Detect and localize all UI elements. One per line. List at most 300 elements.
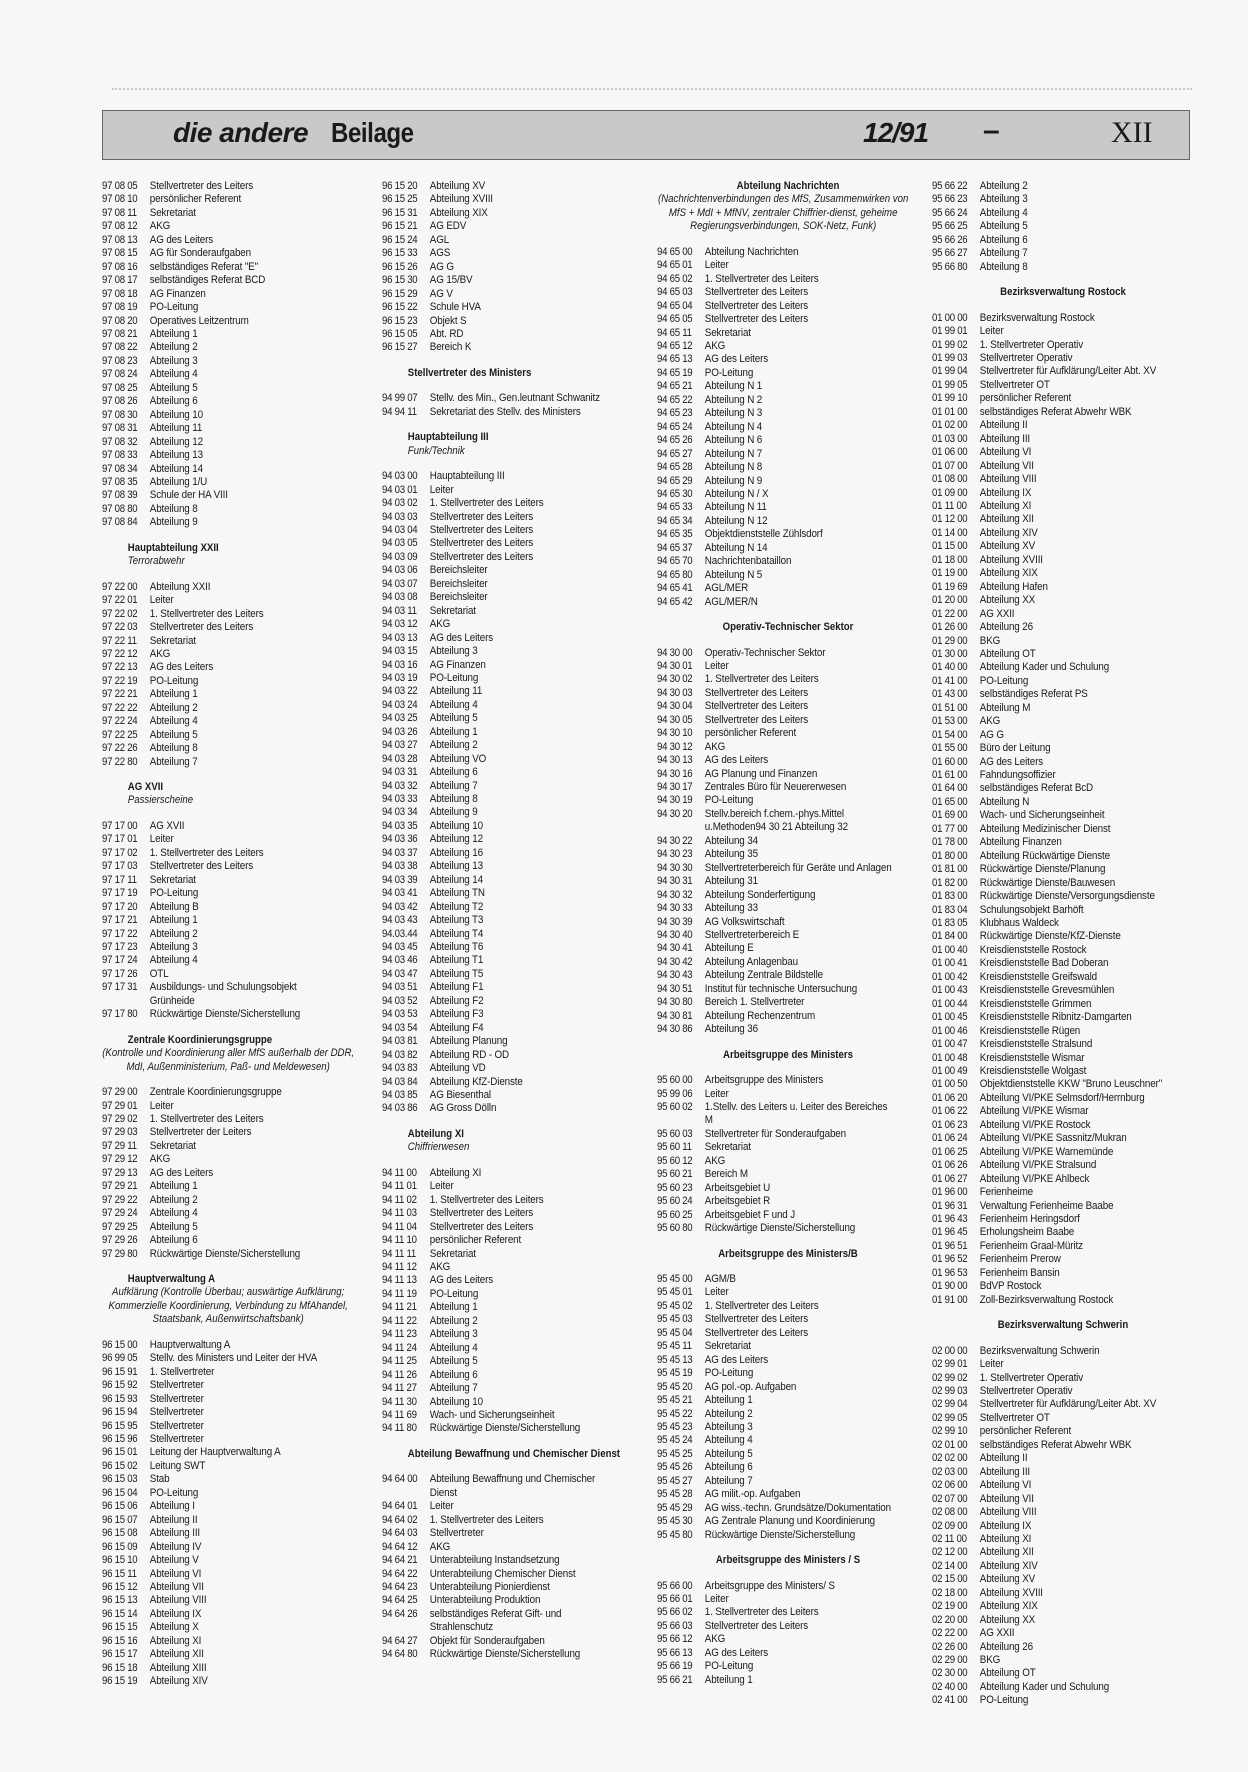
entry-code: 01 00 43 — [932, 984, 968, 997]
directory-entry — [382, 901, 644, 914]
entry-code: 97 17 23 — [102, 941, 138, 954]
entry-name: Abteilung 3 — [149, 941, 198, 954]
directory-entry — [932, 1412, 1194, 1425]
directory-entry — [932, 193, 1194, 206]
directory-entry — [102, 688, 364, 701]
directory-entry — [657, 929, 919, 942]
directory-entry — [382, 1514, 644, 1527]
directory-entry — [382, 1221, 644, 1234]
entry-name: Abteilung XIV — [979, 1559, 1038, 1572]
entry-name: Unterabteilung Instandsetzung — [429, 1554, 560, 1567]
entry-code: 97 17 24 — [102, 954, 138, 967]
entry-name: AKG — [149, 1153, 171, 1166]
directory-entry — [102, 1339, 364, 1352]
entry-name: Abteilung Kader und Schulung — [979, 661, 1110, 674]
entry-name: Abteilung 1 — [704, 1394, 753, 1407]
entry-name: Abteilung 4 — [149, 1207, 198, 1220]
entry-name: Abteilung XII — [149, 1648, 204, 1661]
entry-code: 02 99 05 — [932, 1411, 968, 1424]
entry-code: 96 15 09 — [102, 1540, 138, 1553]
directory-entry — [382, 1167, 644, 1180]
entry-code: 96 15 19 — [102, 1675, 138, 1688]
entry-code: 94 03 45 — [382, 941, 418, 954]
entry-name: Abteilung II — [149, 1513, 198, 1526]
directory-entry — [932, 220, 1194, 233]
entry-name: Abteilung N 2 — [704, 393, 763, 406]
entry-name: Abteilung 31 — [704, 875, 758, 888]
entry-code: 01 00 00 — [932, 311, 968, 324]
entry-name: Ferienheim Heringsdorf — [979, 1212, 1080, 1225]
entry-code: 94 03 82 — [382, 1048, 418, 1061]
directory-entry — [382, 1608, 644, 1635]
entry-name: Abteilung 8 — [149, 742, 198, 755]
entry-name: BdVP Rostock — [979, 1280, 1042, 1293]
entry-code: 94 94 11 — [382, 405, 417, 418]
entry-code: 01 22 00 — [932, 607, 968, 620]
directory-entry — [932, 1078, 1194, 1091]
entry-name: 1.Stellv. des Leiters u. Leiter des Bereiches M — [704, 1101, 888, 1127]
entry-code: 95 60 02 — [657, 1101, 693, 1113]
entry-name: Abteilung XX — [979, 594, 1036, 607]
entry-code: 96 15 26 — [382, 260, 418, 273]
entry-name: Abteilung T2 — [429, 900, 484, 913]
entry-name: AKG — [429, 1260, 451, 1273]
entry-name: Abteilung 7 — [429, 779, 478, 792]
entry-code: 94 03 27 — [382, 739, 418, 752]
entry-code: 94 03 32 — [382, 779, 418, 792]
section-spacer — [382, 1155, 644, 1167]
entry-code: 94 11 24 — [382, 1341, 417, 1354]
directory-entry — [932, 1294, 1194, 1307]
directory-entry — [657, 1421, 919, 1434]
directory-entry — [657, 1660, 919, 1673]
entry-code: 94 03 86 — [382, 1102, 418, 1115]
directory-entry — [657, 1647, 919, 1660]
directory-entry — [382, 301, 644, 314]
entry-code: 94 64 00 — [382, 1473, 418, 1486]
entry-name: AG des Leiters — [704, 1353, 769, 1366]
entry-code: 95 45 04 — [657, 1326, 693, 1339]
section-spacer — [382, 1461, 644, 1473]
entry-code: 02 26 00 — [932, 1640, 968, 1653]
directory-entry — [382, 1035, 644, 1048]
entry-code: 94 65 04 — [657, 299, 693, 312]
entry-code: 97 22 01 — [102, 594, 138, 607]
directory-entry — [932, 1546, 1194, 1559]
entry-name: Stellvertreter des Leiters — [704, 286, 809, 299]
entry-name: Abteilung 4 — [429, 1341, 478, 1354]
section-spacer — [382, 458, 644, 470]
directory-entry — [382, 392, 644, 405]
directory-entry — [102, 409, 364, 422]
section-spacer — [932, 300, 1194, 312]
entry-code: 01 00 44 — [932, 997, 968, 1010]
entry-name: Abteilung XIX — [979, 567, 1038, 580]
entry-code: 95 66 25 — [932, 220, 968, 233]
entry-name: Abteilung 4 — [149, 715, 198, 728]
entry-name: AG des Leiters — [429, 1274, 494, 1287]
entry-code: 94 65 12 — [657, 339, 693, 352]
entry-name: Abteilung 1 — [149, 1180, 198, 1193]
section-heading: Arbeitsgruppe des Ministers — [723, 1048, 853, 1061]
directory-entry — [382, 180, 644, 193]
directory-entry — [382, 1274, 644, 1287]
entry-code: 94 03 06 — [382, 564, 418, 577]
entry-name: Abteilung XX — [979, 1613, 1036, 1626]
entry-code: 94 30 39 — [657, 915, 693, 928]
section-title: Beilage — [331, 117, 414, 148]
directory-entry — [932, 392, 1194, 405]
directory-entry — [382, 1342, 644, 1355]
directory-entry — [657, 475, 919, 488]
entry-name: Abteilung XII — [979, 1546, 1034, 1559]
directory-entry — [657, 327, 919, 340]
directory-entry — [382, 1089, 644, 1102]
directory-entry — [657, 340, 919, 353]
directory-entry — [657, 794, 919, 807]
directory-entry — [382, 1207, 644, 1220]
entry-code: 01 00 50 — [932, 1078, 968, 1091]
directory-entry — [102, 261, 364, 274]
entry-code: 94 30 13 — [657, 754, 693, 767]
entry-code: 94 65 03 — [657, 286, 693, 299]
entry-code: 96 15 29 — [382, 287, 418, 300]
directory-entry — [102, 234, 364, 247]
directory-entry — [382, 328, 644, 341]
directory-entry — [102, 1113, 364, 1126]
entry-code: 94 11 10 — [382, 1234, 417, 1247]
entry-code: 94 65 24 — [657, 420, 693, 433]
directory-entry — [382, 1288, 644, 1301]
directory-entry — [102, 220, 364, 233]
entry-name: Abteilung 12 — [149, 435, 203, 448]
directory-entry — [932, 904, 1194, 917]
entry-code: 94 11 25 — [382, 1355, 417, 1368]
directory-entry — [102, 954, 364, 967]
entry-code: 01 96 52 — [932, 1253, 968, 1266]
entry-code: 97 29 24 — [102, 1207, 138, 1220]
directory-entry — [102, 1153, 364, 1166]
directory-entry — [382, 753, 644, 766]
directory-entry — [102, 941, 364, 954]
entry-name: Arbeitsgebiet R — [704, 1195, 771, 1208]
directory-entry — [657, 555, 919, 568]
directory-entry — [657, 862, 919, 875]
entry-name: AKG — [704, 339, 726, 352]
entry-name: Abteilung 2 — [149, 341, 198, 354]
entry-name: Abteilung N / X — [704, 487, 769, 500]
directory-entry — [382, 288, 644, 301]
entry-name: Abteilung N 14 — [704, 541, 768, 554]
entry-name: Abteilung Bewaffnung und Chemischer Dienst — [429, 1473, 596, 1499]
entry-name: Abteilung F2 — [429, 994, 484, 1007]
directory-entry — [382, 1409, 644, 1422]
entry-name: Leiter — [149, 594, 174, 607]
entry-code: 94 03 02 — [382, 497, 418, 510]
directory-entry — [932, 1358, 1194, 1371]
entry-name: Abteilung N 1 — [704, 380, 763, 393]
entry-code: 01 81 00 — [932, 863, 968, 876]
directory-entry — [932, 234, 1194, 247]
entry-code: 97 17 02 — [102, 846, 138, 859]
entry-code: 94 11 04 — [382, 1220, 417, 1233]
entry-name: Stellvertreter des Leiters — [704, 1619, 809, 1632]
entry-code: 01 12 00 — [932, 513, 968, 526]
directory-entry — [657, 1502, 919, 1515]
entry-code: 95 45 22 — [657, 1407, 693, 1420]
directory-entry — [102, 860, 364, 873]
entry-name: Kreisdienststelle Wolgast — [979, 1065, 1087, 1077]
directory-entry — [932, 567, 1194, 580]
entry-code: 01 18 00 — [932, 553, 968, 566]
entry-code: 01 96 00 — [932, 1186, 968, 1199]
directory-entry — [932, 1533, 1194, 1546]
entry-code: 96 15 11 — [102, 1567, 137, 1580]
directory-entry — [102, 928, 364, 941]
directory-entry — [382, 820, 644, 833]
directory-entry — [382, 847, 644, 860]
section-heading: Bezirksverwaltung Rostock — [1000, 286, 1126, 299]
entry-code: 02 99 10 — [932, 1425, 968, 1438]
entry-code: 94 03 54 — [382, 1021, 418, 1034]
section-subtitle: Aufklärung (Kontrolle Überbau; auswärtige Aufklärung; Kommerzielle Koordinierung, Verbindung zu MfAhandel, Staatsbank, Außenwirtschaftsbank) — [108, 1286, 348, 1326]
directory-entry — [657, 942, 919, 955]
entry-code: 01 61 00 — [932, 769, 968, 782]
entry-code: 94 11 21 — [382, 1301, 417, 1314]
directory-entry — [102, 1366, 364, 1379]
directory-entry — [382, 887, 644, 900]
entry-code: 94 30 41 — [657, 942, 693, 955]
header-dash: – — [983, 114, 1000, 147]
directory-entry — [932, 1506, 1194, 1519]
entry-name: Abteilung IV — [149, 1540, 202, 1553]
directory-entry — [932, 581, 1194, 594]
directory-entry — [102, 1086, 364, 1099]
directory-entry — [382, 578, 644, 591]
entry-code: 94 03 11 — [382, 604, 417, 617]
directory-entry — [932, 836, 1194, 849]
entry-code: 01 19 69 — [932, 580, 968, 593]
entry-code: 95 66 22 — [932, 180, 968, 192]
entry-code: 95 45 25 — [657, 1447, 693, 1460]
entry-code: 97 17 20 — [102, 900, 138, 913]
entry-name: Leiter — [704, 1087, 729, 1100]
entry-code: 96 15 22 — [382, 301, 418, 314]
directory-entry — [382, 1022, 644, 1035]
entry-code: 94 30 40 — [657, 929, 693, 942]
directory-entry — [382, 1382, 644, 1395]
entry-code: 01 09 00 — [932, 486, 968, 499]
entry-name: Sekretariat — [149, 206, 196, 219]
directory-entry — [657, 1010, 919, 1023]
entry-code: 01 15 00 — [932, 540, 968, 553]
entry-code: 95 45 30 — [657, 1515, 693, 1528]
directory-entry — [102, 621, 364, 634]
directory-entry — [657, 956, 919, 969]
entry-name: Abteilung XV — [979, 540, 1036, 553]
entry-code: 96 15 30 — [382, 274, 418, 287]
directory-entry — [102, 1675, 364, 1688]
entry-name: AG des Leiters — [704, 1646, 769, 1659]
entry-name: Zentrales Büro für Neuererwesen — [704, 781, 847, 794]
entry-name: Abteilung N — [979, 795, 1030, 808]
entry-code: 95 66 23 — [932, 193, 968, 206]
directory-entry — [932, 863, 1194, 876]
directory-entry — [102, 914, 364, 927]
entry-code: 94 11 11 — [382, 1247, 416, 1260]
entry-name: 1. Stellvertreter Operativ — [979, 338, 1084, 351]
entry-name: AG für Sonderaufgaben — [149, 247, 251, 260]
directory-entry — [932, 1600, 1194, 1613]
entry-name: Leiter — [429, 483, 454, 496]
entry-code: 97 08 18 — [102, 287, 138, 300]
entry-code: 01 77 00 — [932, 822, 968, 835]
entry-code: 01 01 00 — [932, 405, 968, 418]
entry-code: 94 65 30 — [657, 487, 693, 500]
entry-code: 01 00 42 — [932, 970, 968, 983]
directory-entry — [932, 1398, 1194, 1411]
directory-entry — [932, 608, 1194, 621]
entry-name: Abteilung 5 — [149, 381, 198, 394]
directory-entry — [102, 449, 364, 462]
directory-entry — [102, 355, 364, 368]
page-number: XII — [1111, 116, 1153, 149]
entry-code: 94 03 38 — [382, 860, 418, 873]
entry-name: AG 15/BV — [429, 274, 473, 287]
directory-entry — [382, 914, 644, 927]
directory-entry — [657, 394, 919, 407]
entry-code: 94 30 03 — [657, 686, 693, 699]
entry-code: 01 53 00 — [932, 715, 968, 728]
entry-code: 94 65 23 — [657, 407, 693, 420]
directory-entry — [382, 247, 644, 260]
entry-code: 96 15 27 — [382, 341, 418, 354]
entry-code: 95 45 03 — [657, 1313, 693, 1326]
directory-entry — [657, 969, 919, 982]
entry-name: Abt. RD — [429, 327, 464, 340]
entry-name: Unterabteilung Produktion — [429, 1594, 541, 1607]
publication-title: die andere — [173, 117, 309, 148]
entry-name: Leiter — [979, 1358, 1004, 1371]
directory-entry — [932, 1038, 1194, 1051]
directory-entry — [657, 313, 919, 326]
directory-entry — [102, 715, 364, 728]
entry-name: Abteilung 12 — [429, 833, 483, 846]
entry-name: AG des Leiters — [429, 631, 494, 644]
directory-entry — [382, 726, 644, 739]
entry-name: Abteilung 5 — [149, 728, 198, 741]
entry-name: AG G — [979, 728, 1004, 741]
entry-name: Abteilung 2 — [149, 1193, 198, 1206]
entry-code: 01 83 00 — [932, 890, 968, 903]
entry-code: 95 60 21 — [657, 1168, 693, 1181]
entry-name: Leiter — [704, 659, 729, 672]
directory-entry — [932, 742, 1194, 755]
directory-entry — [102, 207, 364, 220]
entry-code: 01 07 00 — [932, 459, 968, 472]
entry-code: 02 29 00 — [932, 1654, 968, 1667]
entry-code: 97 22 22 — [102, 701, 138, 714]
directory-entry — [657, 259, 919, 272]
entry-code: 01 06 27 — [932, 1172, 968, 1185]
entry-name: Fahndungsoffizier — [979, 769, 1056, 782]
entry-code: 97 17 31 — [102, 981, 138, 994]
entry-code: 95 60 03 — [657, 1127, 693, 1140]
directory-entry — [102, 1433, 364, 1446]
entry-code: 97 08 22 — [102, 341, 138, 354]
entry-code: 02 01 00 — [932, 1438, 968, 1451]
directory-entry — [102, 661, 364, 674]
entry-name: Abteilung 6 — [979, 233, 1028, 246]
directory-entry — [102, 1460, 364, 1473]
entry-name: Abteilung T4 — [429, 927, 484, 940]
directory-entry — [382, 1049, 644, 1062]
entry-code: 94 11 23 — [382, 1328, 417, 1341]
entry-code: 01 03 00 — [932, 432, 968, 445]
entry-code: 94 03 47 — [382, 967, 418, 980]
directory-entry — [932, 1439, 1194, 1452]
directory-entry — [382, 1396, 644, 1409]
entry-name: Abteilung N 3 — [704, 407, 763, 420]
entry-code: 95 66 19 — [657, 1660, 693, 1673]
entry-name: Arbeitsgebiet U — [704, 1181, 771, 1194]
entry-code: 01 06 20 — [932, 1091, 968, 1104]
entry-code: 97 22 80 — [102, 755, 138, 768]
directory-entry — [657, 488, 919, 501]
entry-code: 94 30 17 — [657, 781, 693, 794]
section-heading: Operativ-Technischer Sektor — [722, 621, 854, 634]
entry-code: 02 99 02 — [932, 1371, 968, 1384]
entry-code: 94 03 25 — [382, 712, 418, 725]
directory-entry — [102, 315, 364, 328]
entry-code: 02 40 00 — [932, 1680, 968, 1693]
entry-code: 94 03 37 — [382, 846, 418, 859]
entry-name: Objekt S — [429, 314, 467, 327]
entry-name: Abteilung 34 — [704, 834, 758, 847]
directory-entry — [382, 659, 644, 672]
directory-entry — [657, 647, 919, 660]
entry-code: 94 30 23 — [657, 848, 693, 861]
section-spacer — [657, 1568, 919, 1580]
entry-code: 94 65 37 — [657, 541, 693, 554]
directory-entry — [657, 848, 919, 861]
entry-name: Arbeitsgruppe des Ministers — [704, 1074, 824, 1087]
entry-name: Abteilung Nachrichten — [704, 245, 799, 258]
directory-entry — [382, 1261, 644, 1274]
entry-name: Abteilung 3 — [429, 1328, 478, 1341]
entry-code: 94 65 22 — [657, 393, 693, 406]
directory-entry — [382, 981, 644, 994]
entry-code: 96 15 21 — [382, 220, 418, 233]
directory-entry — [382, 1648, 644, 1661]
directory-entry — [102, 1662, 364, 1675]
entry-name: Bezirksverwaltung Rostock — [979, 311, 1095, 324]
directory-entry — [932, 513, 1194, 526]
entry-name: 1. Stellvertreter des Leiters — [149, 607, 264, 620]
entry-name: Rückwärtige Dienste/Sicherstellung — [429, 1422, 581, 1435]
entry-name: Abteilung 4 — [149, 954, 198, 967]
directory-entry — [932, 1052, 1194, 1065]
entry-name: Abteilung II — [979, 419, 1028, 432]
entry-code: 96 15 94 — [102, 1406, 138, 1419]
entry-name: Abteilung N 5 — [704, 568, 763, 581]
entry-code: 94 03 07 — [382, 577, 418, 590]
entry-name: Abteilung III — [979, 1465, 1031, 1478]
entry-code: 01 06 25 — [932, 1145, 968, 1158]
entry-name: Stellvertreter OT — [979, 1411, 1050, 1424]
entry-code: 97 08 35 — [102, 475, 138, 488]
entry-name: Abteilung 33 — [704, 902, 758, 915]
